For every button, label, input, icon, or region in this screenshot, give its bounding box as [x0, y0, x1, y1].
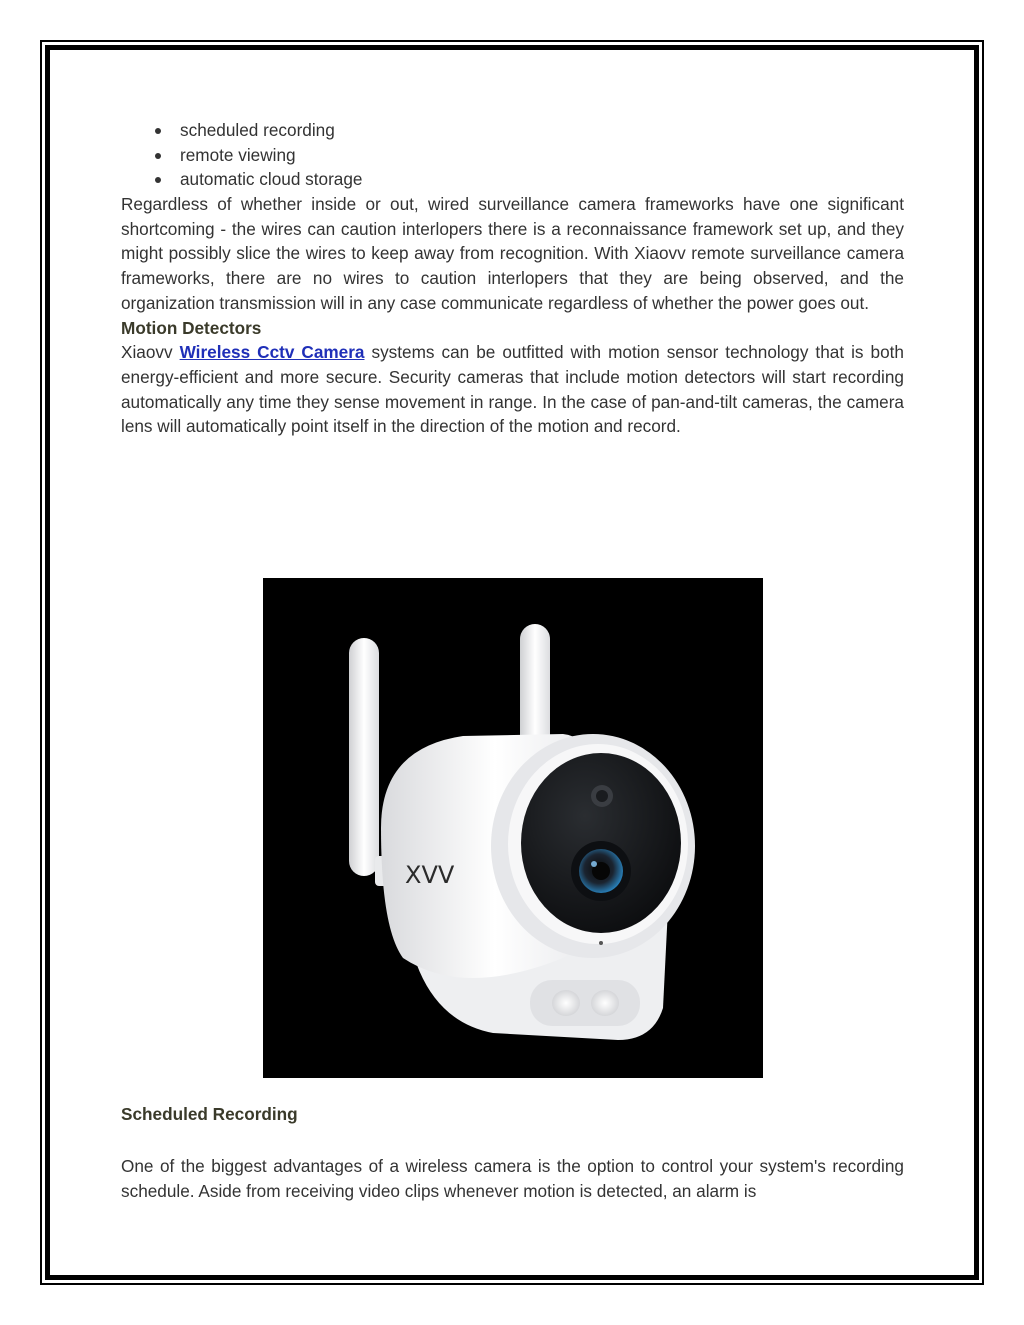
list-item: remote viewing: [121, 143, 904, 168]
paragraph-prefix: Xiaovv: [121, 342, 180, 363]
camera-product-image: [263, 578, 763, 1078]
paragraph-motion-detectors: [121, 340, 904, 439]
paragraph-scheduled-recording: One of the biggest advantages of a wireless camera is the option to control your system's recording schedule. Aside from receiving video clips whenever motion is detected, an alarm is: [121, 1156, 904, 1201]
left-antenna: [349, 638, 379, 876]
camera-illustration: [263, 578, 763, 1078]
heading-motion-detectors: Motion Detectors: [121, 317, 262, 338]
brand-logo: XVV: [405, 861, 455, 889]
paragraph-wired-vs-wireless: Regardless of whether inside or out, wired surveillance camera frameworks have one significant shortcoming - the wires can caution interlopers there is a reconnaissance framework set up, and they might possibly slice the wires to keep away from recognition. With Xiaovv remote surveillance camera frameworks, there are no wires to caution interlopers that they are being observed, and the organization transmission will in any case communicate regardless of whether the power goes out.: [121, 194, 904, 313]
wireless-cctv-camera-link[interactable]: Wireless Cctv Camera: [179, 342, 365, 363]
heading-scheduled-recording: Scheduled Recording: [121, 1104, 298, 1124]
list-item: automatic cloud storage: [121, 167, 904, 192]
feature-list: [121, 118, 904, 192]
list-item: scheduled recording: [121, 118, 904, 143]
document-body: [121, 118, 904, 439]
paragraph-suffix: systems can be outfitted with motion sensor technology that is both energy-efficient and more secure. Security cameras that include motion detectors will start recording automatically any time they sense movement in range. In the case of pan-and-tilt cameras, the camera lens will automatically point itself in the direction of the motion and record.: [121, 342, 904, 437]
